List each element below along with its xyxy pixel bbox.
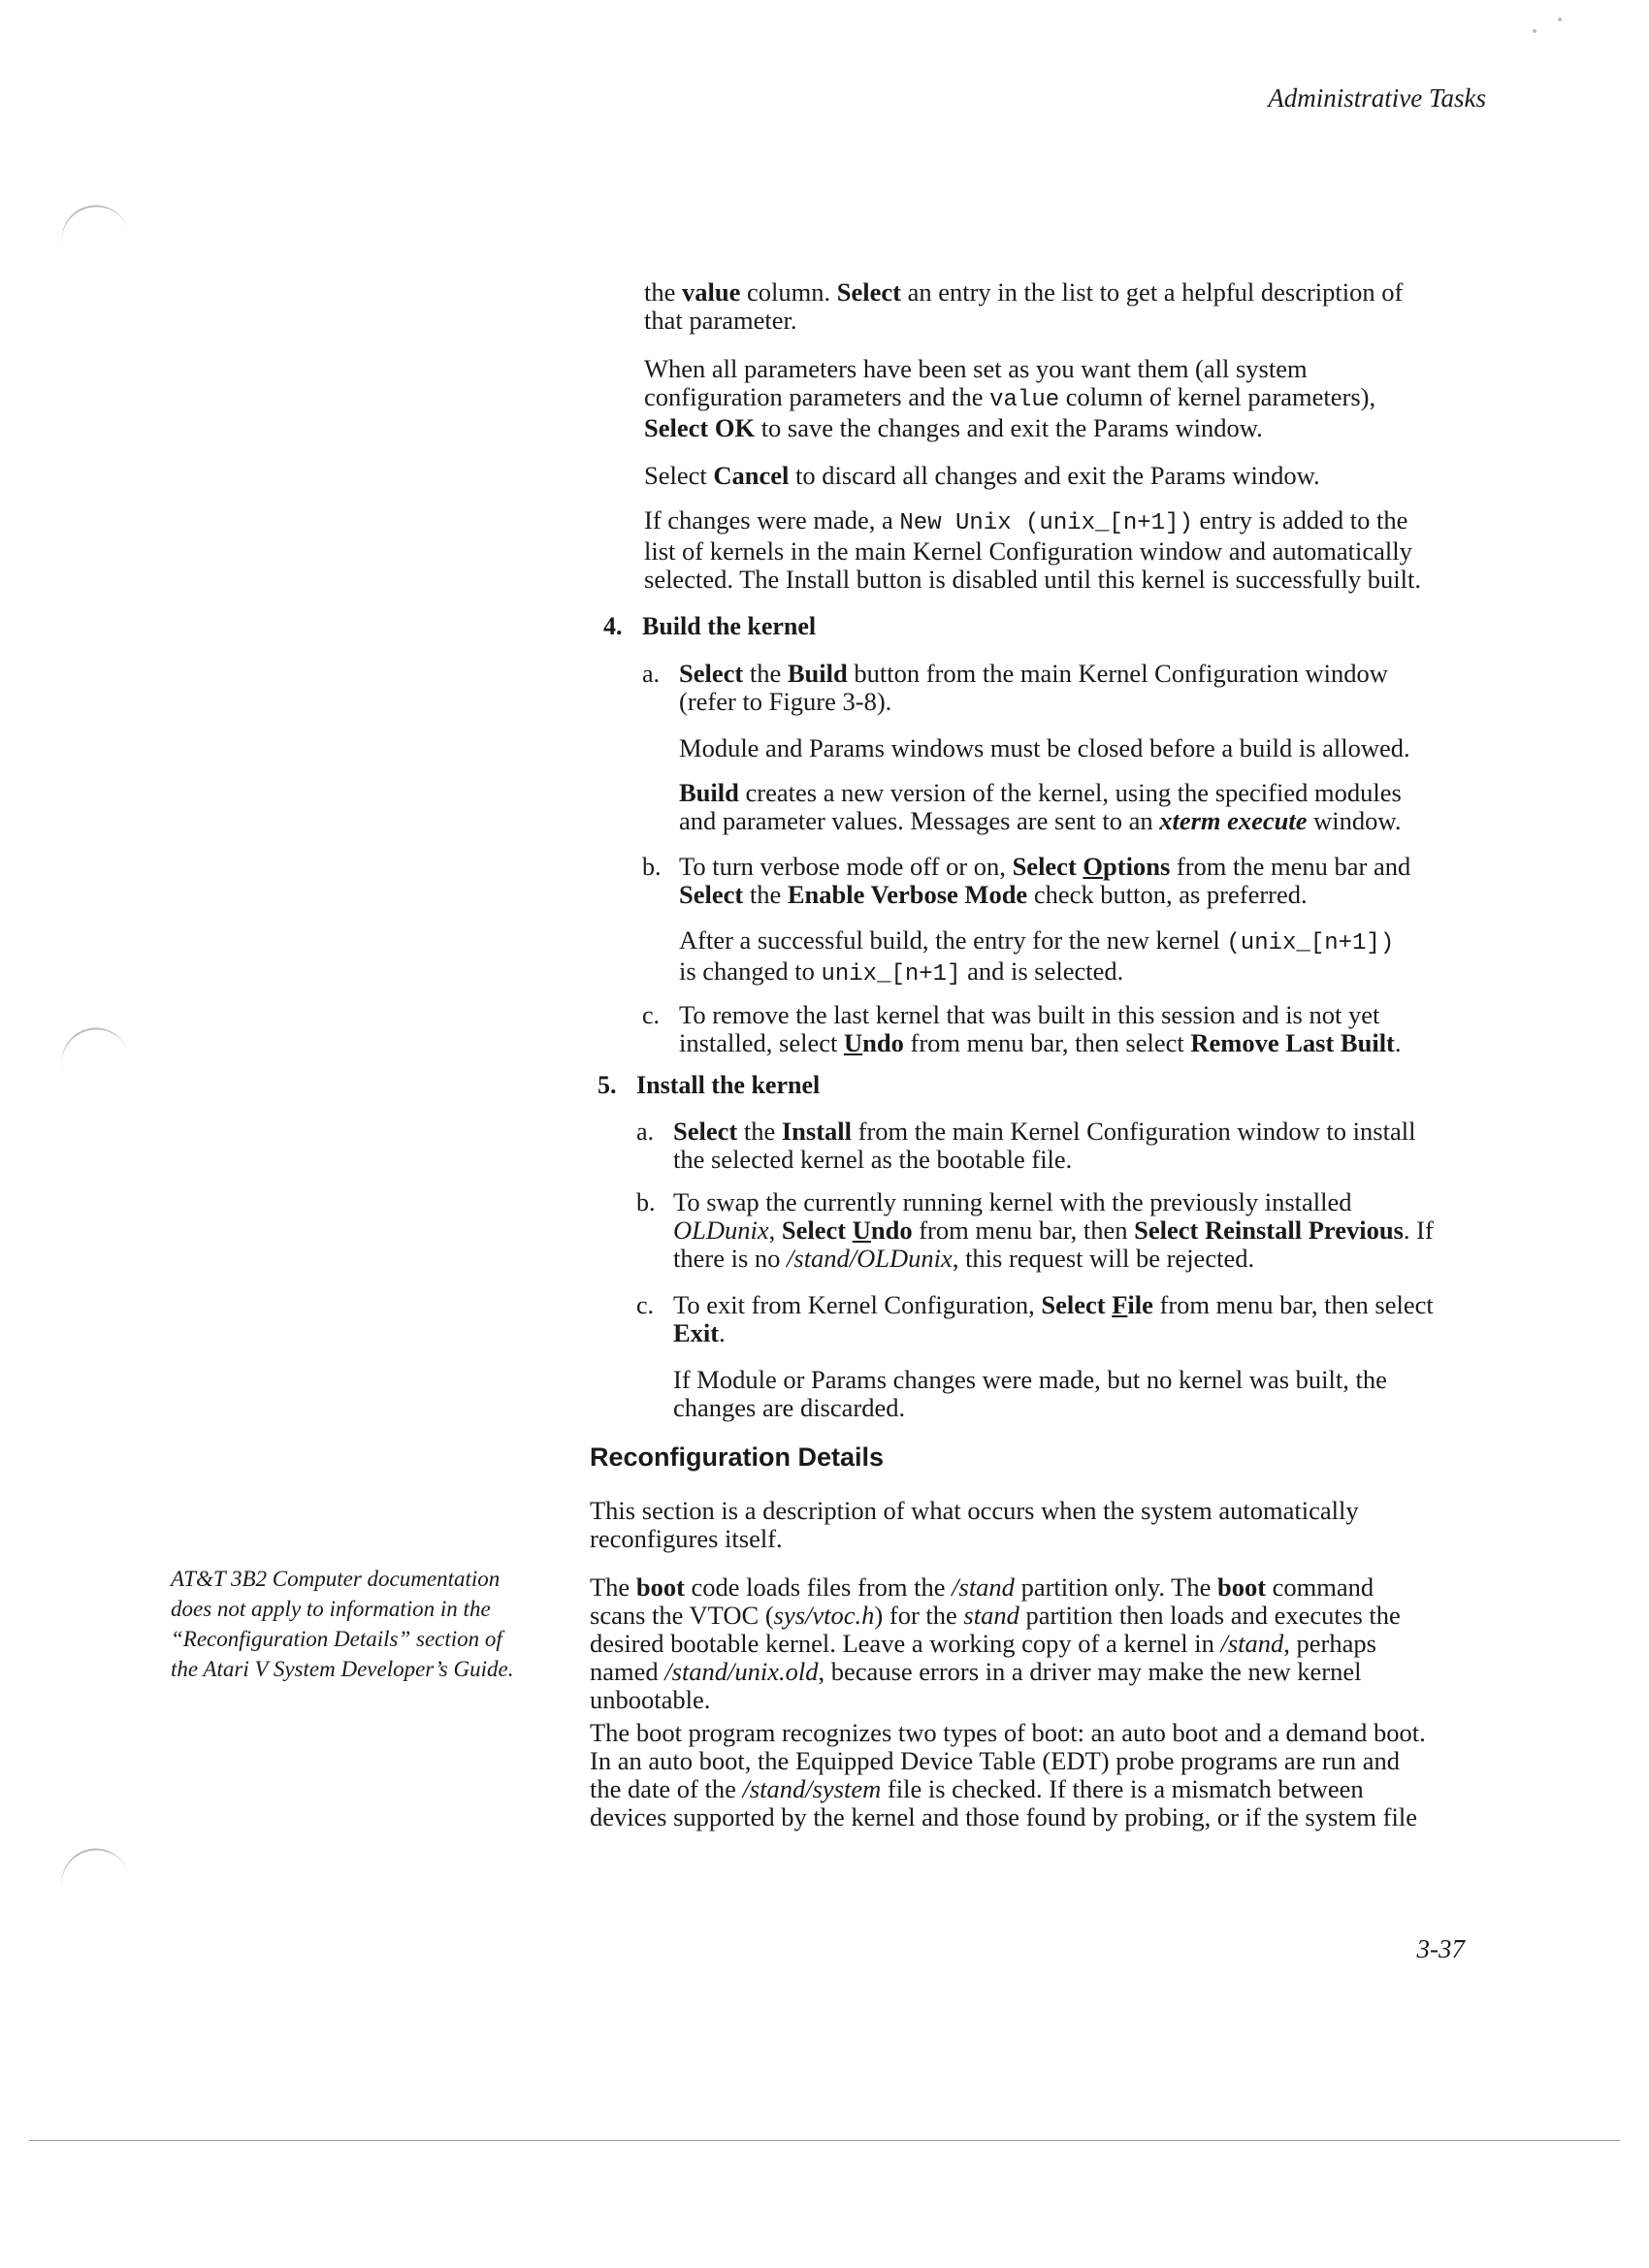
- paragraph-successful-build: After a successful build, the entry for the new kernel (unix_[n+1]) is changed to unix_[n+1] and is selected.: [679, 925, 1395, 988]
- substep-letter: c.: [636, 1291, 655, 1319]
- paragraph-parameters-set: When all parameters have been set as you want them (all system configuration parameters and the value column of kernel parameters), Select OK to save the changes and exit the Params window.: [644, 354, 1376, 442]
- scan-speck: [1533, 29, 1536, 33]
- paragraph-value-column: the value column. Select an entry in the list to get a helpful description of that parameter.: [644, 277, 1404, 335]
- margin-note: AT&T 3B2 Computer documentation does not apply to information in the “Reconfiguration Details” section of the Atari V System Developer’s Guide.: [171, 1567, 514, 1681]
- substep-build-b: To turn verbose mode off or on, Select Options from the menu bar and Select the Enable Verbose Mode check button, as preferred.: [679, 852, 1411, 909]
- step-number: 4.: [603, 612, 623, 640]
- paragraph-changes-discarded: If Module or Params changes were made, but no kernel was built, the changes are discarded.: [673, 1365, 1387, 1422]
- step-title: Install the kernel: [636, 1071, 821, 1099]
- paragraph-build-creates: Build creates a new version of the kernel, using the specified modules and parameter values. Messages are sent to an xterm execute window.: [679, 778, 1402, 835]
- substep-install-c: To exit from Kernel Configuration, Select File from menu bar, then select Exit.: [673, 1290, 1434, 1347]
- substep-letter: a.: [636, 1118, 655, 1146]
- section-heading: Reconfiguration Details: [590, 1442, 885, 1472]
- paragraph-changes-made: If changes were made, a New Unix (unix_[n+1]) entry is added to the list of kernels in the main Kernel Configuration window and automatically selected. The Install button is disabled until this kernel is successfully built.: [644, 505, 1422, 594]
- punch-hole-mark: [54, 1841, 130, 1898]
- paragraph-boot-types: The boot program recognizes two types of boot: an auto boot and a demand boot. In an auto boot, the Equipped Device Table (EDT) probe programs are run and the date of the /stand/system file is checked. If there is a mismatch between devices supported by the kernel and those found by probing, or if the system file: [590, 1718, 1426, 1831]
- step-title: Build the kernel: [642, 612, 817, 640]
- substep-build-c: To remove the last kernel that was built in this session and is not yet installed, select Undo from menu bar, then select Remove Last Built.: [679, 1000, 1402, 1057]
- scan-speck: [1558, 17, 1562, 21]
- substep-build-a: Select the Build button from the main Kernel Configuration window (refer to Figure 3-8).: [679, 659, 1388, 716]
- substep-install-a: Select the Install from the main Kernel Configuration window to install the selected kernel as the bootable file.: [673, 1117, 1416, 1174]
- substep-letter: a.: [642, 660, 661, 688]
- punch-hole-mark: [54, 198, 130, 255]
- substep-letter: c.: [642, 1001, 661, 1029]
- paragraph-boot-code: The boot code loads files from the /stand partition only. The boot command scans the VTOC (sys/vtoc.h) for the stand partition then loads and executes the desired bootable kernel. Leave a working copy of a kernel in /stand, perhaps named /stand/unix.old, because errors in a driver may make the new kernel unbootable.: [590, 1572, 1401, 1714]
- punch-hole-mark: [54, 1021, 130, 1078]
- page-number: 3-37: [1416, 1934, 1465, 1963]
- paragraph-section-intro: This section is a description of what occurs when the system automatically reconfigures itself.: [590, 1496, 1359, 1553]
- paragraph-cancel: Select Cancel to discard all changes and exit the Params window.: [644, 461, 1320, 490]
- substep-letter: b.: [642, 853, 662, 881]
- scan-edge-line: [29, 2140, 1620, 2141]
- step-number: 5.: [598, 1071, 617, 1099]
- substep-letter: b.: [636, 1188, 656, 1216]
- running-header: Administrative Tasks: [1268, 83, 1486, 113]
- substep-install-b: To swap the currently running kernel with the previously installed OLDunix, Select Undo from menu bar, then Select Reinstall Previous. If there is no /stand/OLDunix, this request will be rejected.: [673, 1187, 1434, 1273]
- paragraph-windows-closed: Module and Params windows must be closed before a build is allowed.: [679, 733, 1410, 762]
